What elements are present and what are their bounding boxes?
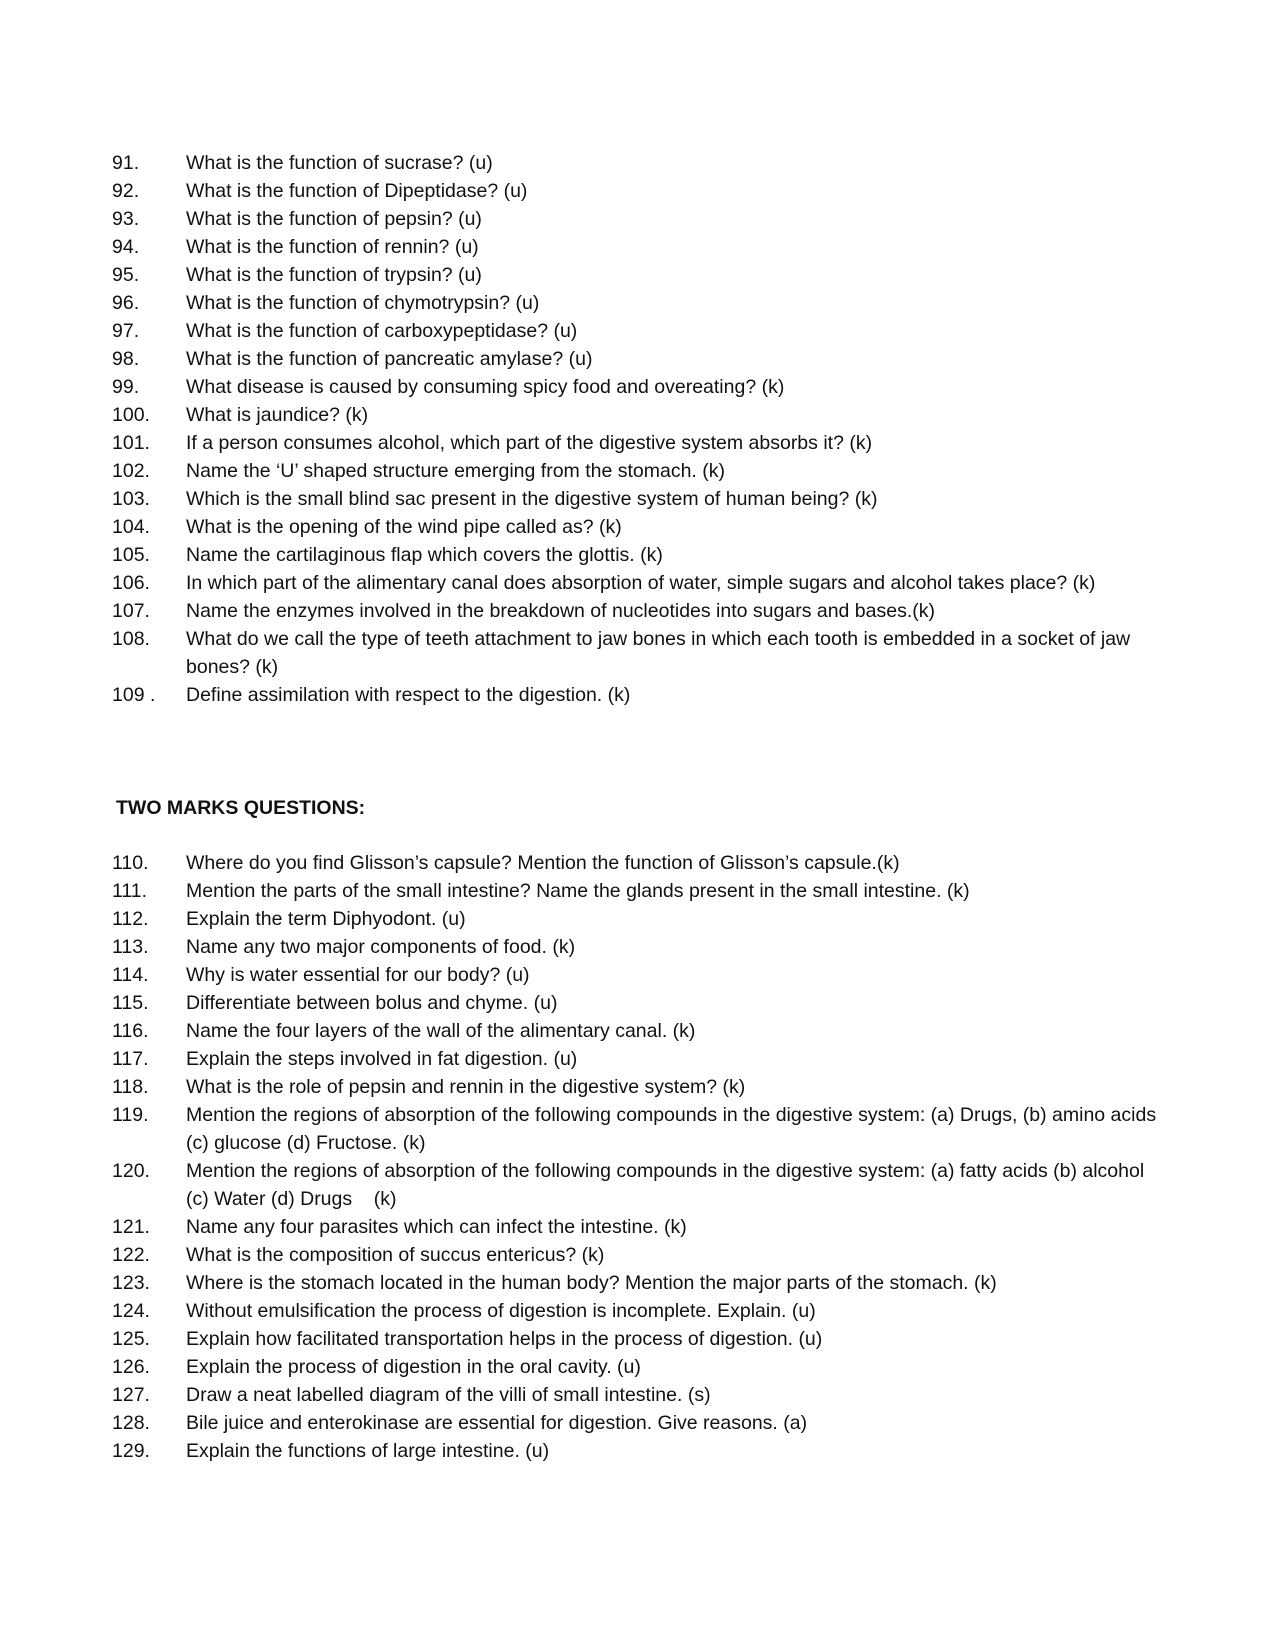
question-item [112,205,1172,233]
section-heading: TWO MARKS QUESTIONS: [116,797,366,819]
question-number: 99. [112,376,140,398]
question-text: Explain the steps involved in fat digestion. (u) [186,1048,578,1070]
question-item [112,961,1172,989]
question-text: What is jaundice? (k) [186,404,369,426]
question-text: Explain the functions of large intestine. (u) [186,1440,550,1462]
question-item [112,681,1172,709]
question-number: 119. [112,1104,149,1126]
question-number: 123. [112,1272,150,1294]
question-item [112,457,1172,485]
question-item [112,233,1172,261]
question-text: Name any four parasites which can infect the intestine. (k) [186,1216,687,1238]
question-number: 94. [112,236,140,258]
question-item [112,1325,1172,1353]
question-number: 127. [112,1384,150,1406]
question-text: If a person consumes alcohol, which part of the digestive system absorbs it? (k) [186,432,873,454]
question-item [112,1017,1172,1045]
question-item [112,569,1172,597]
question-number: 120. [112,1160,150,1182]
question-number: 93. [112,208,140,230]
one-mark-question-list [112,149,1172,709]
question-text: What is the function of rennin? (u) [186,236,479,258]
question-number: 91. [112,152,140,174]
question-number: 104. [112,516,150,538]
question-text: What is the function of carboxypeptidase? (u) [186,320,578,342]
question-number: 110. [112,852,149,874]
question-text: Name the ‘U’ shaped structure emerging from the stomach. (k) [186,460,725,482]
question-number: 115. [112,992,149,1014]
question-item [112,513,1172,541]
question-item [112,1213,1172,1241]
question-text: Name the four layers of the wall of the alimentary canal. (k) [186,1020,696,1042]
question-number: 128. [112,1412,150,1434]
question-item [112,989,1172,1017]
question-text: Which is the small blind sac present in the digestive system of human being? (k) [186,488,878,510]
question-number: 100. [112,404,150,426]
question-item [112,1269,1172,1297]
question-text: Mention the regions of absorption of the following compounds in the digestive system: (a) fatty acids (b) alcohol (c) Water (d) Drugs (k) [186,1160,1150,1210]
question-item [112,345,1172,373]
question-text: Name any two major components of food. (k) [186,936,576,958]
question-text: Name the enzymes involved in the breakdown of nucleotides into sugars and bases.(k) [186,600,935,622]
question-text: Mention the parts of the small intestine? Name the glands present in the small intestine. (k) [186,880,970,902]
question-text: Why is water essential for our body? (u) [186,964,530,986]
question-number: 121. [112,1216,150,1238]
question-number: 125. [112,1328,150,1350]
question-number: 108. [112,628,150,650]
question-item [112,849,1172,877]
question-item [112,317,1172,345]
question-number: 117. [112,1048,149,1070]
question-text: What is the function of sucrase? (u) [186,152,493,174]
question-item [112,625,1172,681]
question-text: What is the function of trypsin? (u) [186,264,482,286]
question-number: 102. [112,460,150,482]
question-text: Draw a neat labelled diagram of the villi of small intestine. (s) [186,1384,711,1406]
question-text: Where do you find Glisson’s capsule? Mention the function of Glisson’s capsule.(k) [186,852,900,874]
question-item [112,933,1172,961]
question-text: What is the function of pepsin? (u) [186,208,482,230]
question-text: Bile juice and enterokinase are essential for digestion. Give reasons. (a) [186,1412,808,1434]
question-number: 96. [112,292,140,314]
question-item [112,1409,1172,1437]
question-text: Explain how facilitated transportation helps in the process of digestion. (u) [186,1328,823,1350]
question-item [112,485,1172,513]
question-number: 103. [112,488,150,510]
question-text: In which part of the alimentary canal does absorption of water, simple sugars and alcohol takes place? (k) [186,572,1096,594]
question-number: 107. [112,600,150,622]
question-item [112,401,1172,429]
question-text: What is the function of Dipeptidase? (u) [186,180,528,202]
question-item [112,597,1172,625]
question-item [112,877,1172,905]
question-number: 113. [112,936,149,958]
question-text: Name the cartilaginous flap which covers the glottis. (k) [186,544,663,566]
question-item [112,429,1172,457]
question-item [112,373,1172,401]
question-number: 129. [112,1440,150,1462]
question-item [112,149,1172,177]
question-number: 92. [112,180,140,202]
question-text: Mention the regions of absorption of the following compounds in the digestive system: (a) Drugs, (b) amino acids (c) glucose (d) Fructose. (k) [186,1104,1162,1154]
question-item [112,905,1172,933]
question-item [112,1045,1172,1073]
question-number: 95. [112,264,140,286]
question-text: What is the composition of succus entericus? (k) [186,1244,605,1266]
question-text: What is the role of pepsin and rennin in the digestive system? (k) [186,1076,746,1098]
question-item [112,1381,1172,1409]
question-item [112,541,1172,569]
question-number: 116. [112,1020,149,1042]
question-item [112,1353,1172,1381]
question-number: 126. [112,1356,150,1378]
question-text: Explain the process of digestion in the oral cavity. (u) [186,1356,641,1378]
question-text: What is the opening of the wind pipe called as? (k) [186,516,622,538]
question-item [112,1241,1172,1269]
question-item [112,1437,1172,1465]
question-number: 101. [112,432,150,454]
question-number: 122. [112,1244,150,1266]
question-text: What is the function of chymotrypsin? (u) [186,292,540,314]
question-number: 106. [112,572,150,594]
question-number: 112. [112,908,149,930]
question-item [112,261,1172,289]
question-number: 124. [112,1300,150,1322]
question-text: Define assimilation with respect to the digestion. (k) [186,684,631,706]
question-text: What disease is caused by consuming spicy food and overeating? (k) [186,376,785,398]
question-item [112,1157,1172,1213]
two-mark-question-list [112,849,1172,1465]
question-text: Differentiate between bolus and chyme. (u) [186,992,558,1014]
question-text: Where is the stomach located in the human body? Mention the major parts of the stomach. (k) [186,1272,997,1294]
question-number: 98. [112,348,140,370]
question-number: 118. [112,1076,149,1098]
question-item [112,1073,1172,1101]
question-number: 97. [112,320,140,342]
question-text: Without emulsification the process of digestion is incomplete. Explain. (u) [186,1300,816,1322]
question-item [112,289,1172,317]
question-number: 114. [112,964,149,986]
question-text: Explain the term Diphyodont. (u) [186,908,466,930]
question-number: 111. [112,880,148,902]
question-text: What is the function of pancreatic amylase? (u) [186,348,593,370]
question-item [112,1101,1172,1157]
question-item [112,1297,1172,1325]
question-number: 105. [112,544,150,566]
question-number: 109 . [112,684,156,706]
question-text: What do we call the type of teeth attachment to jaw bones in which each tooth is embedded in a socket of jaw bones? (k) [186,628,1136,678]
question-item [112,177,1172,205]
